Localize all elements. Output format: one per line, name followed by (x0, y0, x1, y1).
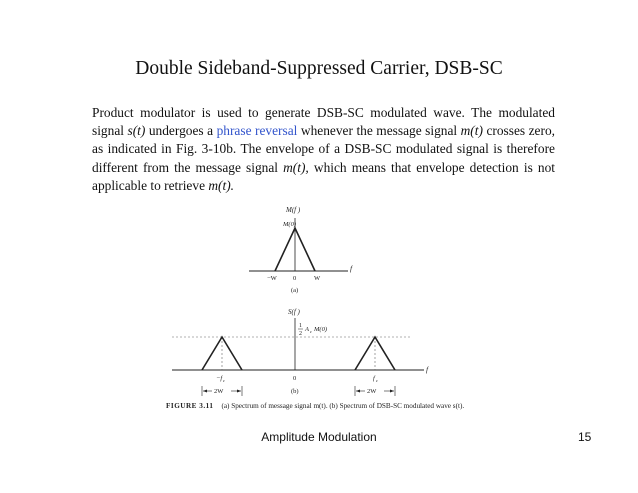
para-text-5: which means that envelope detection is not applicable to retrieve (92, 159, 555, 193)
figure-caption-label: FIGURE 3.11 (166, 402, 214, 410)
fig-a-tick-zero: 0 (293, 275, 297, 282)
fig-a-xlabel: f (350, 264, 353, 273)
fig-b-ylabel: S(f ) (288, 308, 300, 316)
phrase-reversal-link[interactable]: phrase reversal (216, 123, 298, 139)
message-m-t-1: m(t) (460, 123, 483, 139)
fig-b-frac-den: 2 (299, 331, 302, 337)
fig-b-tick-neg-fc: −f (216, 375, 223, 382)
fig-b-bw-left-arrow-r (237, 390, 241, 393)
fig-b-bw-left-label: 2W (214, 388, 224, 395)
signal-s-t: s(t) (127, 123, 146, 139)
fig-b-peak-a: A (305, 326, 309, 333)
para-text-2: undergoes a (145, 123, 217, 139)
figure-caption (166, 402, 496, 412)
fig-b-sublabel: (b) (291, 388, 299, 395)
fig-a-peak-label: M(0) (283, 221, 296, 228)
message-m-t-2: m(t), (283, 159, 309, 175)
fig-b-bw-right-arrow-l (356, 390, 360, 393)
fig-b-bw-right-arrow-r (390, 390, 394, 393)
fig-b-tick-neg-fc-sub: c (223, 378, 225, 383)
fig-b-tick-zero: 0 (293, 375, 297, 382)
message-m-t-3: m(t). (208, 177, 235, 193)
para-text-4: crosses zero, as indicated in Fig. 3-10b. The envelope of a DSB-SC modulated signal is therefore different from the message signal (92, 123, 556, 175)
fig-b-tick-pos-fc-sub: c (376, 378, 378, 383)
figure-b (172, 308, 429, 396)
fig-b-peak-rest: M(0) (314, 326, 327, 333)
fig-a-tick-neg: −W (267, 275, 277, 282)
footer-title: Amplitude Modulation (261, 430, 377, 444)
slide-title: Double Sideband-Suppressed Carrier, DSB-SC (135, 58, 503, 79)
fig-a-sublabel: (a) (291, 287, 299, 294)
fig-b-peak-a-sub: c (310, 329, 312, 334)
page-number: 15 (578, 430, 592, 444)
para-text-1: Product modulator is used to generate DSB-SC modulated wave. The modulated signal (92, 105, 555, 139)
para-text-3: whenever the message signal (297, 123, 461, 139)
figure-caption-text: (a) Spectrum of message signal m(t). (b) Spectrum of DSB-SC modulated wave s(t). (221, 402, 465, 410)
figure-a (249, 206, 353, 294)
fig-b-bw-left-arrow-l (203, 390, 207, 393)
fig-b-xlabel: f (426, 365, 429, 374)
fig-b-tick-pos-fc: f (373, 375, 375, 382)
fig-a-tick-pos: W (314, 275, 321, 282)
fig-a-ylabel: M(f ) (286, 206, 301, 214)
fig-b-bw-right-label: 2W (367, 388, 377, 395)
fig-b-frac-num: 1 (299, 323, 302, 329)
